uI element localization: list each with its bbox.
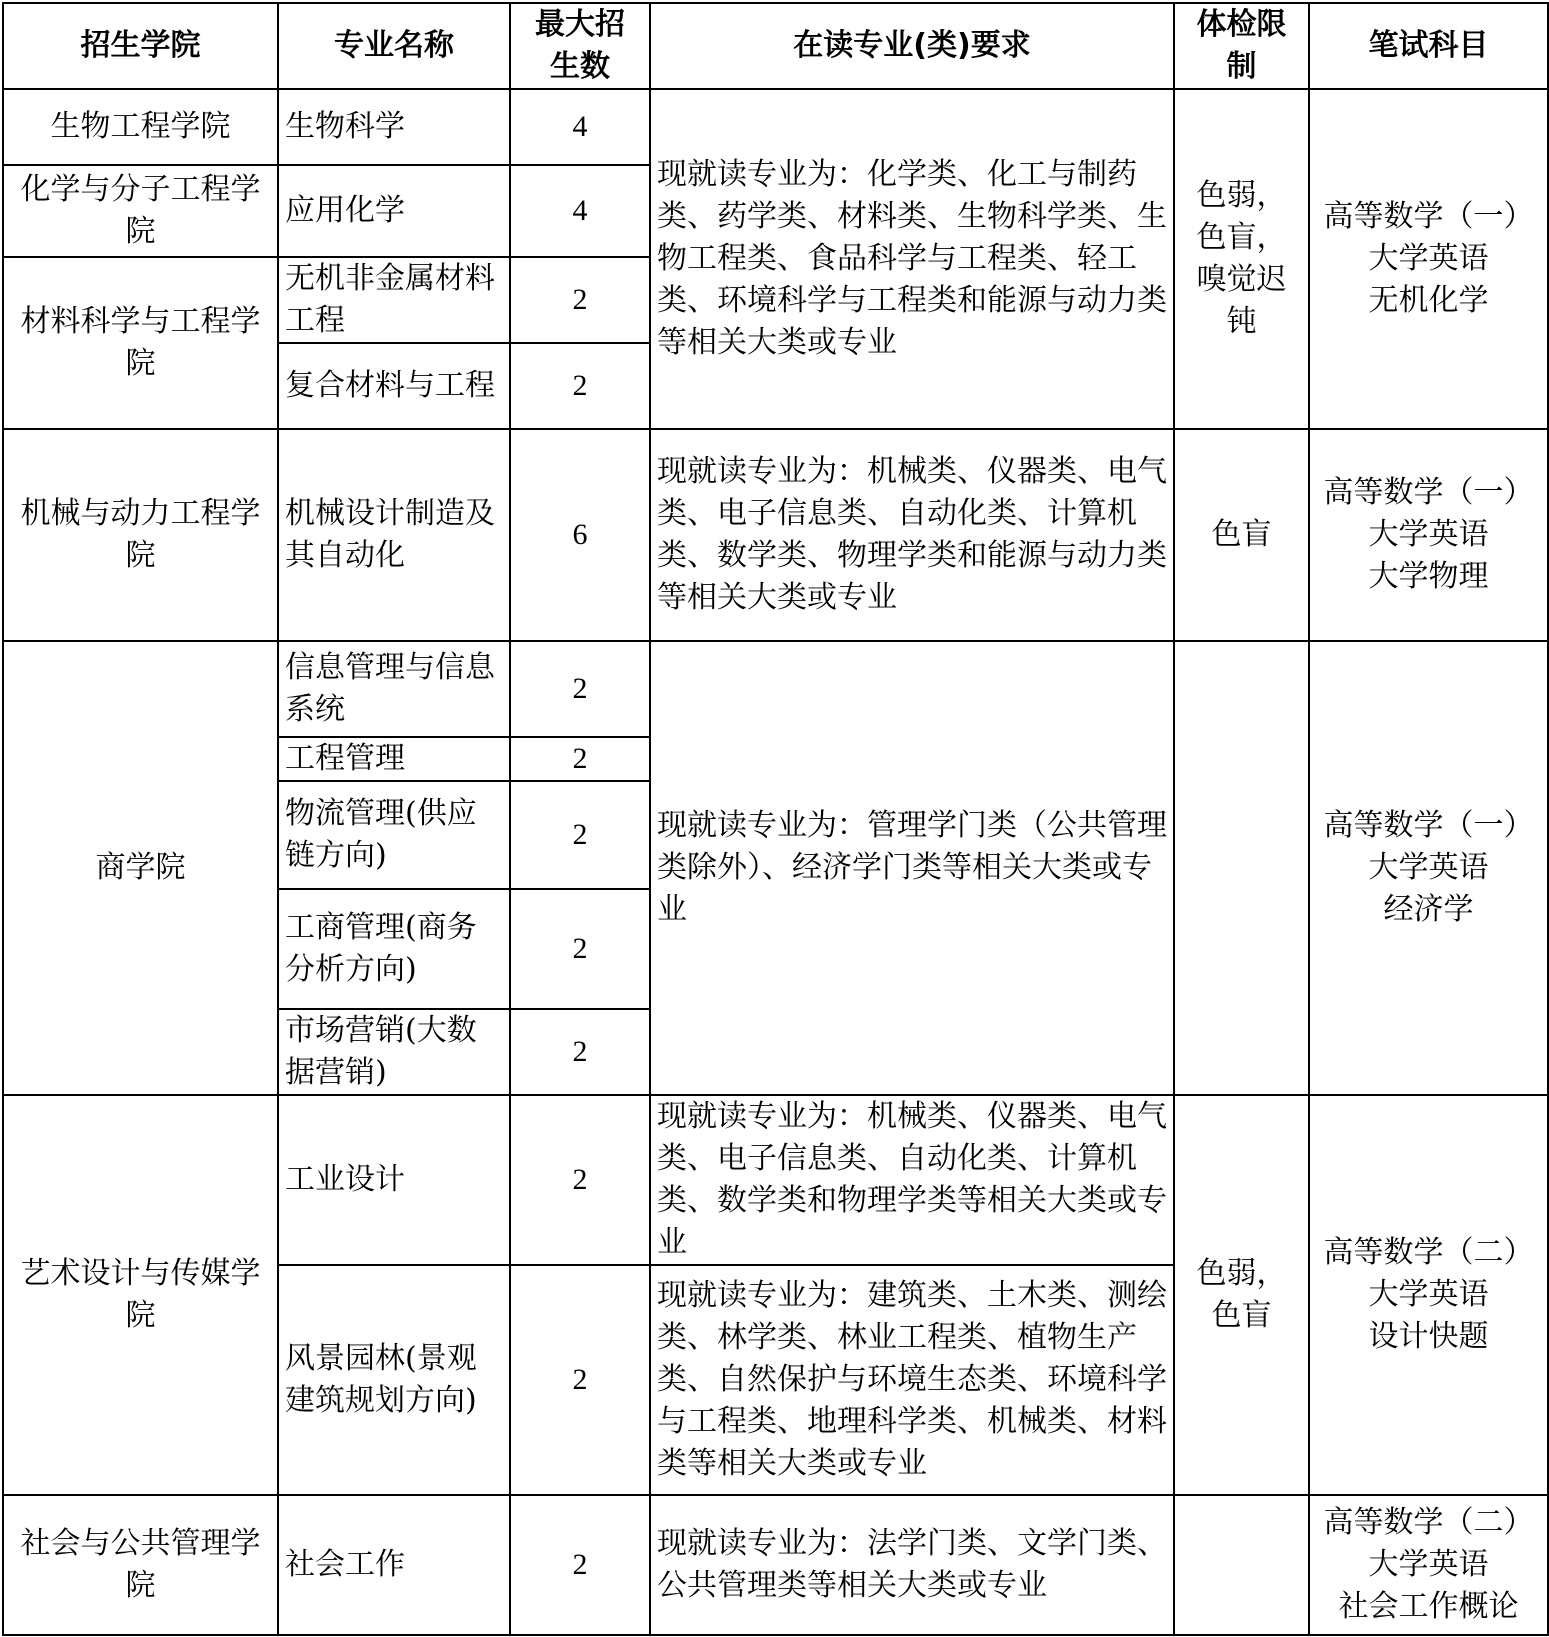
exam-cell: 高等数学（一） 大学英语 大学物理 bbox=[1309, 429, 1548, 641]
major-cell: 应用化学 bbox=[278, 165, 510, 257]
requirement-cell: 现就读专业为：机械类、仪器类、电气类、电子信息类、自动化类、计算机类、数学类和物理学类等相关大类或专业 bbox=[650, 1095, 1174, 1265]
admission-table bbox=[2, 2, 1549, 1636]
college-cell: 商学院 bbox=[3, 641, 278, 1095]
count-cell: 2 bbox=[510, 1265, 650, 1495]
requirement-cell: 现就读专业为：法学门类、文学门类、公共管理类等相关大类或专业 bbox=[650, 1495, 1174, 1635]
count-cell: 2 bbox=[510, 1495, 650, 1635]
college-cell: 社会与公共管理学院 bbox=[3, 1495, 278, 1635]
count-cell: 4 bbox=[510, 165, 650, 257]
college-cell: 材料科学与工程学院 bbox=[3, 257, 278, 429]
header-college: 招生学院 bbox=[3, 3, 278, 89]
table-row bbox=[3, 429, 1548, 641]
count-cell: 2 bbox=[510, 781, 650, 889]
header-max-enrollment: 最大招 生数 bbox=[510, 3, 650, 89]
college-cell: 化学与分子工程学院 bbox=[3, 165, 278, 257]
major-cell: 工程管理 bbox=[278, 737, 510, 781]
major-cell: 风景园林(景观建筑规划方向) bbox=[278, 1265, 510, 1495]
table-row bbox=[3, 1095, 1548, 1265]
major-cell: 社会工作 bbox=[278, 1495, 510, 1635]
exam-cell: 高等数学（二） 大学英语 设计快题 bbox=[1309, 1095, 1548, 1495]
major-cell: 信息管理与信息系统 bbox=[278, 641, 510, 737]
college-cell: 机械与动力工程学院 bbox=[3, 429, 278, 641]
table-row bbox=[3, 1495, 1548, 1635]
header-exam-subjects: 笔试科目 bbox=[1309, 3, 1548, 89]
requirement-cell: 现就读专业为：管理学门类（公共管理类除外）、经济学门类等相关大类或专业 bbox=[650, 641, 1174, 1095]
health-cell: 色盲 bbox=[1174, 429, 1309, 641]
requirement-cell: 现就读专业为：建筑类、土木类、测绘类、林学类、林业工程类、植物生产类、自然保护与环境生态类、环境科学与工程类、地理科学类、机械类、材料类等相关大类或专业 bbox=[650, 1265, 1174, 1495]
count-cell: 2 bbox=[510, 737, 650, 781]
count-cell: 2 bbox=[510, 1095, 650, 1265]
major-cell: 生物科学 bbox=[278, 89, 510, 165]
major-cell: 无机非金属材料工程 bbox=[278, 257, 510, 343]
major-cell: 工业设计 bbox=[278, 1095, 510, 1265]
count-cell: 2 bbox=[510, 343, 650, 429]
count-cell: 6 bbox=[510, 429, 650, 641]
count-cell: 2 bbox=[510, 641, 650, 737]
requirement-cell: 现就读专业为：机械类、仪器类、电气类、电子信息类、自动化类、计算机类、数学类、物理学类和能源与动力类等相关大类或专业 bbox=[650, 429, 1174, 641]
header-row bbox=[3, 3, 1548, 89]
exam-cell: 高等数学（一） 大学英语 无机化学 bbox=[1309, 89, 1548, 429]
header-health-restriction: 体检限 制 bbox=[1174, 3, 1309, 89]
count-cell: 2 bbox=[510, 257, 650, 343]
exam-cell: 高等数学（二） 大学英语 社会工作概论 bbox=[1309, 1495, 1548, 1635]
requirement-cell: 现就读专业为：化学类、化工与制药类、药学类、材料类、生物科学类、生物工程类、食品科学与工程类、轻工类、环境科学与工程类和能源与动力类等相关大类或专业 bbox=[650, 89, 1174, 429]
count-cell: 2 bbox=[510, 889, 650, 1009]
major-cell: 物流管理(供应链方向) bbox=[278, 781, 510, 889]
count-cell: 2 bbox=[510, 1009, 650, 1095]
major-cell: 工商管理(商务分析方向) bbox=[278, 889, 510, 1009]
health-cell: 色弱， 色盲， 嗅觉迟 钝 bbox=[1174, 89, 1309, 429]
header-major: 专业名称 bbox=[278, 3, 510, 89]
health-cell: 色弱， 色盲 bbox=[1174, 1095, 1309, 1495]
health-cell bbox=[1174, 1495, 1309, 1635]
major-cell: 机械设计制造及其自动化 bbox=[278, 429, 510, 641]
health-cell bbox=[1174, 641, 1309, 1095]
college-cell: 艺术设计与传媒学院 bbox=[3, 1095, 278, 1495]
header-requirement: 在读专业(类)要求 bbox=[650, 3, 1174, 89]
exam-cell: 高等数学（一） 大学英语 经济学 bbox=[1309, 641, 1548, 1095]
major-cell: 复合材料与工程 bbox=[278, 343, 510, 429]
major-cell: 市场营销(大数据营销) bbox=[278, 1009, 510, 1095]
table-row bbox=[3, 641, 1548, 737]
count-cell: 4 bbox=[510, 89, 650, 165]
table-row bbox=[3, 89, 1548, 165]
college-cell: 生物工程学院 bbox=[3, 89, 278, 165]
